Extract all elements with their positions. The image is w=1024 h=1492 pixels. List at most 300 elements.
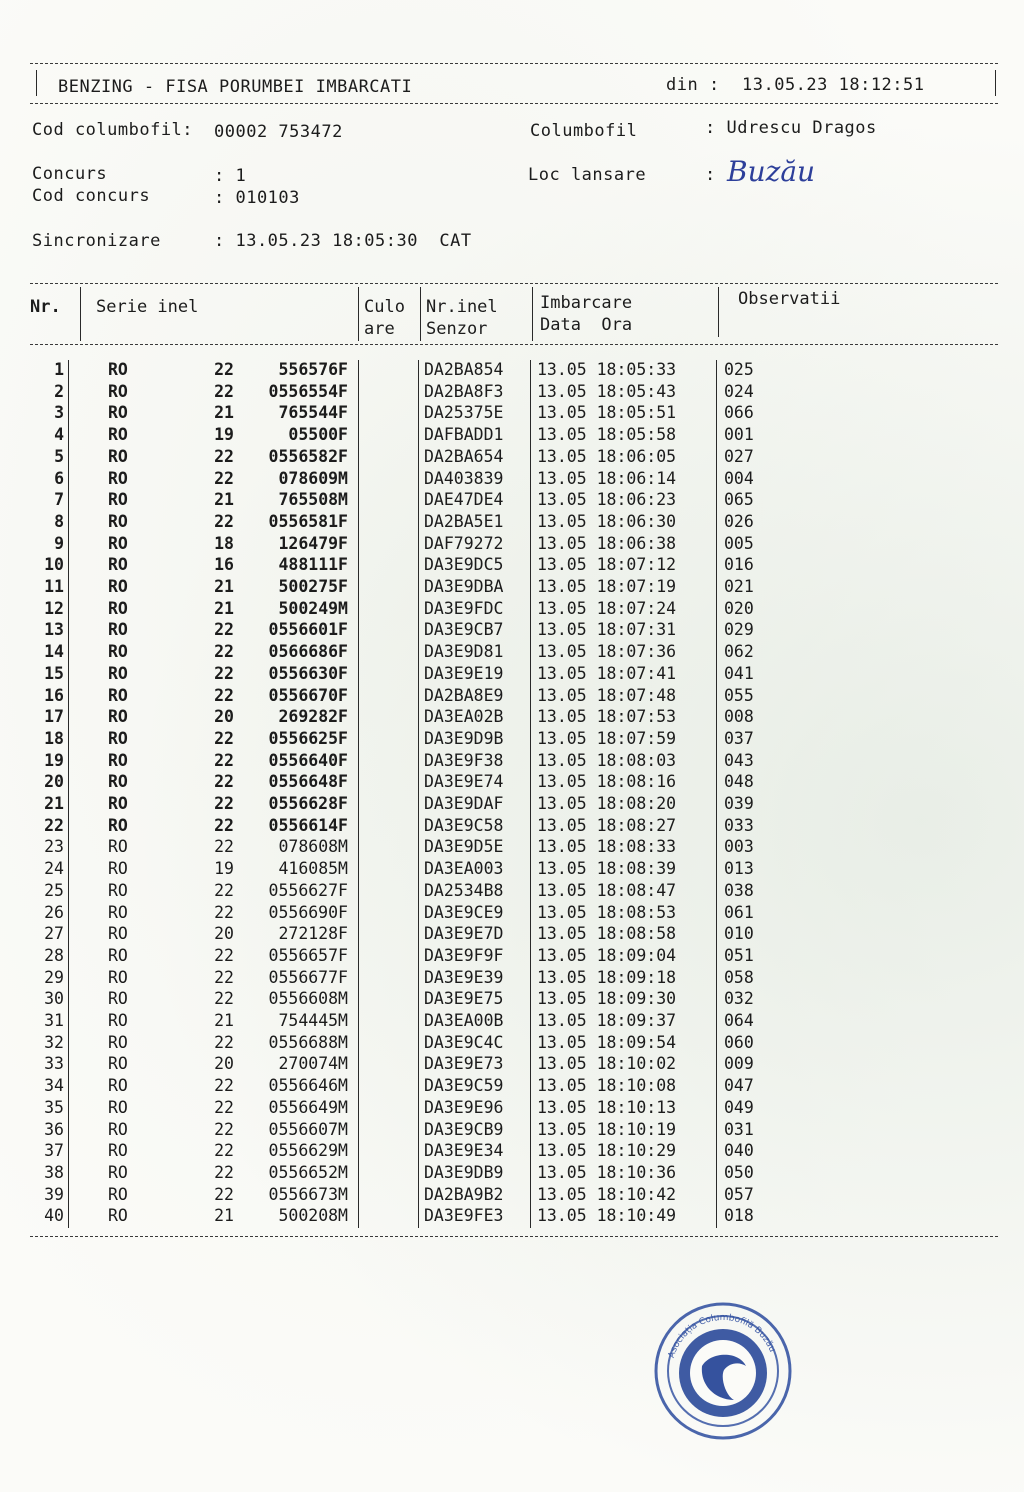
ring-number: 500249M — [278, 598, 348, 618]
ring-year: 22 — [214, 446, 234, 466]
observation-value: 051 — [724, 945, 754, 965]
ring-year: 22 — [214, 1141, 234, 1161]
boarding-datetime — [537, 686, 676, 705]
ring-year: 22 — [214, 642, 234, 662]
boarding-time: 18:08:58 — [596, 924, 677, 944]
row-number: 14 — [44, 642, 64, 662]
sensor-id: DA3E9C58 — [424, 815, 504, 835]
row-number: 30 — [44, 989, 64, 1009]
ring-year: 21 — [214, 1206, 234, 1226]
boarding-time: 18:09:18 — [596, 967, 677, 987]
boarding-date: 13.05 — [537, 533, 587, 553]
table-row — [0, 642, 1024, 664]
table-row — [0, 425, 1024, 447]
row-number: 28 — [44, 945, 64, 965]
boarding-time: 18:07:41 — [596, 663, 677, 683]
issue-date-label: din : — [666, 75, 720, 95]
table-row — [0, 620, 1024, 642]
observation-value: 020 — [724, 598, 754, 618]
ring-year: 22 — [214, 1032, 234, 1052]
sensor-id: DA2BA5E1 — [424, 511, 504, 531]
boarding-datetime — [537, 772, 676, 791]
sensor-id: DA3E9E7D — [424, 924, 504, 944]
table-row — [0, 534, 1024, 556]
boarding-time: 18:07:12 — [596, 555, 677, 575]
ring-number: 0556649M — [268, 1097, 348, 1117]
ring-year: 22 — [214, 794, 234, 813]
row-number: 40 — [44, 1206, 64, 1226]
table-row — [0, 599, 1024, 621]
table-row — [0, 490, 1024, 512]
ring-year: 22 — [214, 1076, 234, 1096]
sensor-id: DA3E9DC5 — [424, 555, 504, 575]
row-number: 13 — [44, 620, 64, 640]
observation-value: 055 — [724, 685, 754, 705]
boarding-datetime — [537, 816, 676, 835]
observation-value: 010 — [724, 924, 754, 944]
ring-number: 765508M — [278, 490, 348, 510]
release-site-handwritten: Buzău — [727, 155, 816, 188]
sensor-id: DA3E9E75 — [424, 989, 504, 1009]
ring-country: RO — [108, 468, 128, 488]
ring-year: 22 — [214, 750, 234, 770]
boarding-date: 13.05 — [537, 902, 587, 922]
row-number: 25 — [44, 880, 64, 900]
boarding-time: 18:10:02 — [596, 1054, 677, 1074]
ring-country: RO — [108, 707, 128, 727]
ring-year: 21 — [214, 490, 234, 510]
ring-number: 0556688M — [268, 1032, 348, 1052]
ring-year: 22 — [214, 1184, 234, 1204]
boarding-date: 13.05 — [537, 403, 587, 423]
boarding-time: 18:07:24 — [596, 598, 677, 618]
boarding-time: 18:08:20 — [596, 794, 677, 813]
boarding-datetime — [537, 1098, 676, 1117]
boarding-time: 18:10:08 — [596, 1076, 677, 1096]
boarding-date: 13.05 — [537, 772, 587, 792]
boarding-time: 18:09:37 — [596, 1011, 677, 1030]
table-row — [0, 664, 1024, 686]
boarding-date: 13.05 — [537, 815, 587, 835]
boarding-datetime — [537, 469, 676, 488]
sensor-id: DA2BA854 — [424, 360, 504, 379]
boarding-datetime — [537, 490, 676, 509]
row-number: 35 — [44, 1097, 64, 1117]
ring-number: 500208M — [278, 1206, 348, 1226]
table-row — [0, 1033, 1024, 1055]
observation-value: 013 — [724, 859, 754, 879]
boarding-datetime — [537, 1033, 676, 1052]
boarding-datetime — [537, 360, 676, 379]
ring-country: RO — [108, 859, 128, 879]
table-row — [0, 794, 1024, 816]
ring-year: 22 — [214, 381, 234, 401]
boarding-datetime — [537, 1120, 676, 1139]
ring-number: 269282F — [278, 707, 348, 727]
table-header-bottom-rule — [30, 344, 998, 345]
ring-year: 22 — [214, 837, 234, 857]
observation-value: 016 — [724, 555, 754, 575]
observation-value: 001 — [724, 425, 754, 445]
table-row — [0, 447, 1024, 469]
sensor-id: DA3E9FE3 — [424, 1206, 504, 1226]
table-row — [0, 1185, 1024, 1207]
sensor-id: DA2BA654 — [424, 446, 504, 466]
boarding-datetime — [537, 707, 676, 726]
sensor-id: DA3E9DBA — [424, 577, 504, 596]
sensor-id: DA2BA8E9 — [424, 685, 504, 705]
row-number: 7 — [54, 490, 64, 510]
ring-year: 22 — [214, 945, 234, 965]
boarding-datetime — [537, 1185, 676, 1204]
observation-value: 064 — [724, 1011, 754, 1030]
boarding-time: 18:10:19 — [596, 1119, 677, 1139]
ring-number: 0556625F — [268, 728, 348, 748]
sensor-id: DA2534B8 — [424, 880, 504, 900]
col-header-data-ora: Data Ora — [540, 315, 633, 335]
table-bottom-rule — [30, 1236, 998, 1237]
fancier-name: : Udrescu Dragos — [705, 118, 877, 138]
sensor-id: DAFBADD1 — [424, 425, 504, 445]
header-top-rule — [30, 63, 998, 64]
sensor-id: DA3E9C59 — [424, 1076, 504, 1096]
boarding-time: 18:06:38 — [596, 533, 677, 553]
observation-value: 043 — [724, 750, 754, 770]
ring-number: 0556629M — [268, 1141, 348, 1161]
table-row — [0, 1120, 1024, 1142]
table-header-top-rule — [30, 283, 998, 284]
ring-number: 765544F — [278, 403, 348, 423]
boarding-datetime — [537, 751, 676, 770]
boarding-date: 13.05 — [537, 859, 587, 879]
sensor-id: DA3E9E39 — [424, 967, 504, 987]
observation-value: 009 — [724, 1054, 754, 1074]
boarding-datetime — [537, 642, 676, 661]
ring-country: RO — [108, 381, 128, 401]
ring-number: 0556554F — [268, 381, 348, 401]
boarding-date: 13.05 — [537, 511, 587, 531]
boarding-time: 18:07:53 — [596, 707, 677, 727]
fancier-label: Columbofil — [530, 121, 638, 141]
ring-country: RO — [108, 837, 128, 857]
boarding-time: 18:10:36 — [596, 1162, 677, 1182]
sensor-id: DA3E9CB7 — [424, 620, 504, 640]
boarding-time: 18:09:54 — [596, 1032, 677, 1052]
boarding-date: 13.05 — [537, 880, 587, 900]
boarding-time: 18:08:53 — [596, 902, 677, 922]
ring-country: RO — [108, 685, 128, 705]
sensor-id: DA403839 — [424, 468, 504, 488]
sensor-id: DA2BA8F3 — [424, 381, 504, 401]
boarding-datetime — [537, 403, 676, 422]
observation-value: 061 — [724, 902, 754, 922]
release-site-label: Loc lansare — [528, 165, 647, 185]
ring-year: 22 — [214, 772, 234, 792]
boarding-datetime — [537, 382, 676, 401]
club-stamp-seal — [652, 1300, 794, 1442]
table-row — [0, 1054, 1024, 1076]
header-sep-5 — [718, 287, 719, 337]
table-row — [0, 1141, 1024, 1163]
sensor-id: DA3EA003 — [424, 859, 504, 879]
observation-value: 008 — [724, 707, 754, 727]
boarding-datetime — [537, 968, 676, 987]
observation-value: 027 — [724, 446, 754, 466]
ring-year: 22 — [214, 685, 234, 705]
table-row — [0, 772, 1024, 794]
contest-value: : 1 — [214, 166, 247, 186]
observation-value: 004 — [724, 468, 754, 488]
boarding-date: 13.05 — [537, 837, 587, 857]
ring-country: RO — [108, 577, 128, 596]
header-sep-4 — [532, 287, 533, 341]
table-row — [0, 816, 1024, 838]
ring-country: RO — [108, 403, 128, 423]
ring-year: 22 — [214, 663, 234, 683]
row-number: 10 — [44, 555, 64, 575]
boarding-date: 13.05 — [537, 425, 587, 445]
header-sep-1 — [80, 287, 81, 341]
observation-value: 005 — [724, 533, 754, 553]
sensor-id: DA3E9CE9 — [424, 902, 504, 922]
sensor-id: DA3EA00B — [424, 1011, 504, 1030]
ring-country: RO — [108, 815, 128, 835]
table-row — [0, 1011, 1024, 1033]
ring-number: 0556690F — [268, 902, 348, 922]
issue-date-value: 13.05.23 18:12:51 — [742, 75, 925, 95]
ring-country: RO — [108, 490, 128, 510]
boarding-time: 18:08:16 — [596, 772, 677, 792]
ring-country: RO — [108, 1162, 128, 1182]
ring-year: 21 — [214, 598, 234, 618]
row-number: 3 — [54, 403, 64, 423]
sensor-id: DA3E9FDC — [424, 598, 504, 618]
ring-country: RO — [108, 772, 128, 792]
boarding-date: 13.05 — [537, 728, 587, 748]
ring-year: 22 — [214, 902, 234, 922]
ring-country: RO — [108, 360, 128, 379]
ring-country: RO — [108, 967, 128, 987]
table-row — [0, 946, 1024, 968]
observation-value: 033 — [724, 815, 754, 835]
ring-country: RO — [108, 924, 128, 944]
ring-country: RO — [108, 1141, 128, 1161]
boarding-date: 13.05 — [537, 1141, 587, 1161]
ring-year: 22 — [214, 815, 234, 835]
release-site-colon: : — [705, 165, 716, 185]
boarding-datetime — [537, 1076, 676, 1095]
row-number: 5 — [54, 446, 64, 466]
ring-year: 20 — [214, 1054, 234, 1074]
table-row — [0, 577, 1024, 599]
ring-year: 22 — [214, 360, 234, 379]
observation-value: 058 — [724, 967, 754, 987]
row-number: 31 — [44, 1011, 64, 1030]
ring-number: 0556652M — [268, 1162, 348, 1182]
sensor-id: DAE47DE4 — [424, 490, 504, 510]
ring-number: 0556614F — [268, 815, 348, 835]
boarding-datetime — [537, 1011, 676, 1030]
ring-number: 272128F — [278, 924, 348, 944]
sensor-id: DA3EA02B — [424, 707, 504, 727]
row-number: 20 — [44, 772, 64, 792]
ring-country: RO — [108, 1054, 128, 1074]
header-bottom-rule — [30, 103, 998, 104]
ring-number: 416085M — [278, 859, 348, 879]
header-sep-2 — [358, 287, 359, 341]
ring-country: RO — [108, 1119, 128, 1139]
observation-value: 066 — [724, 403, 754, 423]
ring-country: RO — [108, 425, 128, 445]
table-row — [0, 1098, 1024, 1120]
ring-year: 22 — [214, 989, 234, 1009]
boarding-time: 18:08:27 — [596, 815, 677, 835]
table-row — [0, 382, 1024, 404]
boarding-date: 13.05 — [537, 750, 587, 770]
boarding-time: 18:09:30 — [596, 989, 677, 1009]
ring-country: RO — [108, 598, 128, 618]
ring-number: 078609M — [278, 468, 348, 488]
row-number: 4 — [54, 425, 64, 445]
boarding-date: 13.05 — [537, 707, 587, 727]
ring-year: 22 — [214, 1162, 234, 1182]
ring-number: 0556630F — [268, 663, 348, 683]
ring-number: 0556581F — [268, 511, 348, 531]
boarding-time: 18:09:04 — [596, 945, 677, 965]
ring-year: 22 — [214, 967, 234, 987]
sensor-id: DA2BA9B2 — [424, 1184, 504, 1204]
row-number: 1 — [54, 360, 64, 379]
ring-year: 21 — [214, 577, 234, 596]
ring-country: RO — [108, 620, 128, 640]
col-header-senzor: Senzor — [426, 319, 488, 339]
boarding-datetime — [537, 859, 676, 878]
ring-number: 0556646M — [268, 1076, 348, 1096]
ring-year: 22 — [214, 880, 234, 900]
boarding-datetime — [537, 534, 676, 553]
sensor-id: DA3E9DAF — [424, 794, 504, 813]
boarding-datetime — [537, 903, 676, 922]
ring-year: 20 — [214, 707, 234, 727]
boarding-date: 13.05 — [537, 1119, 587, 1139]
table-row — [0, 968, 1024, 990]
ring-number: 0556582F — [268, 446, 348, 466]
table-row — [0, 1163, 1024, 1185]
boarding-time: 18:08:47 — [596, 880, 677, 900]
ring-number: 0566686F — [268, 642, 348, 662]
table-row — [0, 403, 1024, 425]
ring-number: 488111F — [278, 555, 348, 575]
svg-text:Asociația Columbofilă Buzău: Asociația Columbofilă Buzău — [666, 1312, 778, 1360]
row-number: 16 — [44, 685, 64, 705]
ring-number: 270074M — [278, 1054, 348, 1074]
row-number: 24 — [44, 859, 64, 879]
ring-year: 21 — [214, 403, 234, 423]
boarding-time: 18:06:30 — [596, 511, 677, 531]
table-row — [0, 686, 1024, 708]
boarding-date: 13.05 — [537, 446, 587, 466]
boarding-datetime — [537, 1054, 676, 1073]
observation-value: 065 — [724, 490, 754, 510]
observation-value: 021 — [724, 577, 754, 596]
document-title: BENZING - FISA PORUMBEI IMBARCATI — [58, 77, 413, 97]
table-row — [0, 859, 1024, 881]
header-right-border — [995, 70, 996, 96]
boarding-time: 18:06:23 — [596, 490, 677, 510]
ring-year: 22 — [214, 511, 234, 531]
boarding-date: 13.05 — [537, 642, 587, 662]
observation-value: 039 — [724, 794, 754, 813]
table-row — [0, 469, 1024, 491]
boarding-date: 13.05 — [537, 685, 587, 705]
table-row — [0, 1076, 1024, 1098]
col-header-observatii: Observatii — [738, 289, 841, 309]
row-number: 11 — [44, 577, 64, 596]
sensor-id: DA3E9E74 — [424, 772, 504, 792]
observation-value: 025 — [724, 360, 754, 379]
row-number: 22 — [44, 815, 64, 835]
ring-number: 0556607M — [268, 1119, 348, 1139]
ring-country: RO — [108, 446, 128, 466]
ring-country: RO — [108, 794, 128, 813]
contest-label: Concurs — [32, 164, 108, 184]
boarding-datetime — [537, 794, 676, 813]
sync-value: : 13.05.23 18:05:30 CAT — [214, 231, 472, 251]
table-row — [0, 555, 1024, 577]
boarding-datetime — [537, 881, 676, 900]
observation-value: 049 — [724, 1097, 754, 1117]
ring-number: 0556657F — [268, 945, 348, 965]
ring-country: RO — [108, 880, 128, 900]
boarding-time: 18:05:33 — [596, 360, 677, 379]
ring-country: RO — [108, 750, 128, 770]
sensor-id: DA3E9C4C — [424, 1032, 504, 1052]
sensor-id: DA3E9D81 — [424, 642, 504, 662]
row-number: 9 — [54, 533, 64, 553]
ring-country: RO — [108, 1184, 128, 1204]
col-header-culo-2: are — [364, 319, 395, 339]
boarding-date: 13.05 — [537, 967, 587, 987]
boarding-time: 18:07:59 — [596, 728, 677, 748]
table-row — [0, 729, 1024, 751]
ring-country: RO — [108, 1011, 128, 1030]
boarding-time: 18:05:51 — [596, 403, 677, 423]
ring-number: 05500F — [288, 425, 348, 445]
col-header-imbarcare: Imbarcare — [540, 293, 633, 313]
boarding-datetime — [537, 946, 676, 965]
observation-value: 032 — [724, 989, 754, 1009]
ring-country: RO — [108, 1097, 128, 1117]
table-row — [0, 751, 1024, 773]
observation-value: 018 — [724, 1206, 754, 1226]
row-number: 32 — [44, 1032, 64, 1052]
row-number: 19 — [44, 750, 64, 770]
ring-year: 18 — [214, 533, 234, 553]
boarding-date: 13.05 — [537, 1206, 587, 1226]
ring-number: 0556640F — [268, 750, 348, 770]
boarding-time: 18:05:43 — [596, 381, 677, 401]
row-number: 12 — [44, 598, 64, 618]
boarding-time: 18:06:14 — [596, 468, 677, 488]
table-row — [0, 1206, 1024, 1228]
boarding-datetime — [537, 620, 676, 639]
boarding-datetime — [537, 512, 676, 531]
boarding-time: 18:07:31 — [596, 620, 677, 640]
boarding-time: 18:07:48 — [596, 685, 677, 705]
sync-label: Sincronizare — [32, 231, 161, 251]
observation-value: 050 — [724, 1162, 754, 1182]
boarding-datetime — [537, 1163, 676, 1182]
